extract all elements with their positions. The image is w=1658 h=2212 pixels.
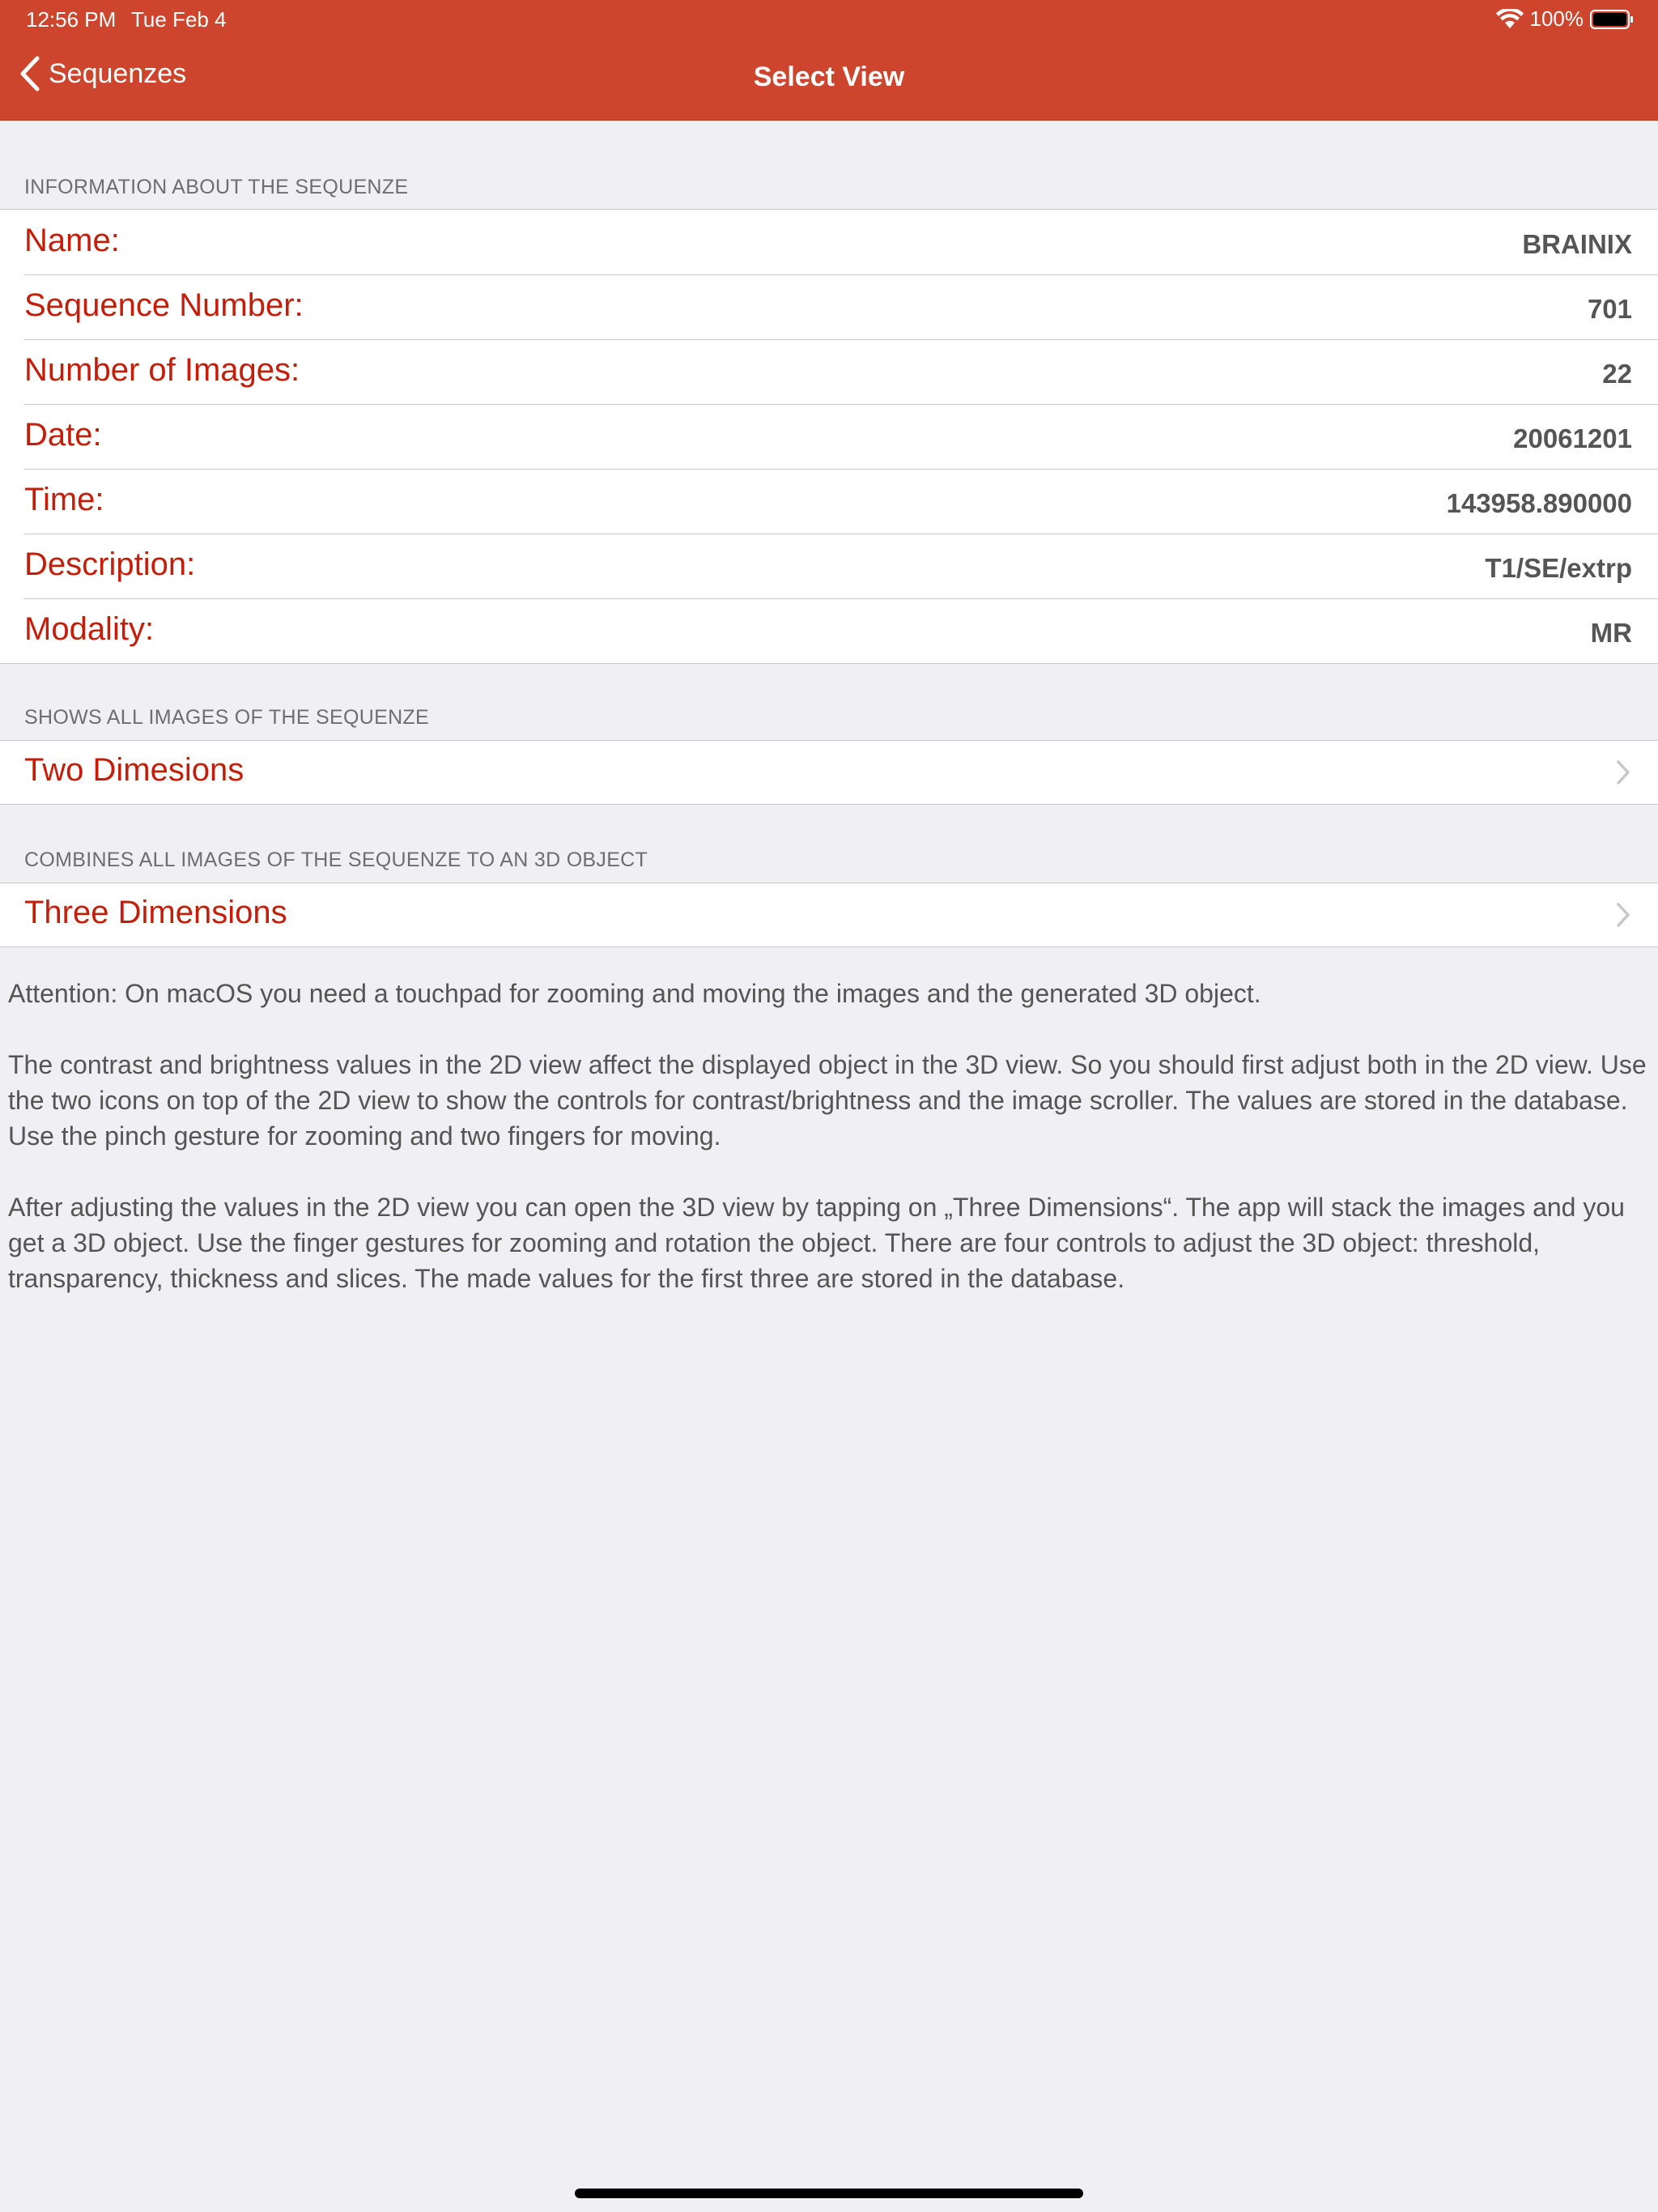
info-row-number-of-images — [0, 339, 1658, 404]
navigation-bar — [0, 39, 1658, 121]
info-section-header: INFORMATION ABOUT THE SEQUENZE — [24, 176, 409, 198]
two-d-section-header: SHOWS ALL IMAGES OF THE SEQUENZE — [24, 706, 429, 729]
two-d-group — [0, 740, 1658, 805]
two-dimensions-row[interactable] — [0, 741, 1658, 804]
info-value: 22 — [1602, 359, 1632, 389]
info-value: 143958.890000 — [1446, 488, 1632, 518]
info-value: 701 — [1587, 294, 1632, 324]
info-row-date — [0, 404, 1658, 469]
home-indicator[interactable] — [575, 2189, 1083, 2198]
wifi-icon — [1496, 9, 1524, 30]
info-row-modality — [0, 598, 1658, 663]
status-date: Tue Feb 4 — [131, 7, 227, 32]
battery-percent: 100% — [1529, 6, 1584, 31]
info-label: Time: — [24, 482, 104, 517]
info-row-name — [0, 210, 1658, 274]
status-right — [1496, 6, 1635, 32]
status-time: 12:56 PM — [26, 7, 117, 32]
three-dimensions-label: Three Dimensions — [24, 895, 287, 930]
info-label: Sequence Number: — [24, 287, 304, 323]
help-text — [8, 976, 1652, 1332]
info-table — [0, 209, 1658, 664]
help-paragraph-2d: The contrast and brightness values in the 2D view affect the displayed object in the 3D view. So you should first adjust both in the 2D view. Use the two icons on top of the 2D view to show the controls for contrast/brightness and the image scroller. The values are stored in the database. Use the pinch gesture for zooming and two fingers for moving. — [8, 1050, 1647, 1151]
info-row-time — [0, 469, 1658, 534]
three-d-group — [0, 883, 1658, 947]
info-value: MR — [1590, 618, 1632, 648]
help-paragraph-attention: Attention: On macOS you need a touchpad for zooming and moving the images and the generated 3D object. — [8, 979, 1261, 1008]
info-label: Description: — [24, 547, 196, 582]
info-row-description — [0, 534, 1658, 598]
two-dimensions-label: Two Dimesions — [24, 752, 244, 788]
info-label: Number of Images: — [24, 352, 300, 388]
battery-icon — [1590, 10, 1634, 29]
chevron-right-icon — [1616, 902, 1630, 928]
back-button-label: Sequenzes — [49, 57, 187, 89]
info-value: BRAINIX — [1522, 229, 1632, 259]
info-label: Date: — [24, 417, 102, 453]
status-bar — [0, 0, 1658, 39]
info-value: T1/SE/extrp — [1485, 553, 1632, 583]
page-title: Select View — [753, 62, 905, 92]
help-paragraph-3d: After adjusting the values in the 2D view you can open the 3D view by tapping on „Three Dimensions“. The app will stack the images and you get a 3D object. Use the finger gestures for zooming and rotation the object. There are four controls to adjust the 3D object: threshold, transparency, thickness and slices. The made values for the first three are stored in the database. — [8, 1193, 1625, 1293]
three-dimensions-row[interactable] — [0, 883, 1658, 946]
chevron-right-icon — [1616, 759, 1630, 785]
info-label: Modality: — [24, 611, 155, 647]
info-label: Name: — [24, 223, 120, 258]
info-row-sequence-number — [0, 274, 1658, 339]
three-d-section-header: COMBINES ALL IMAGES OF THE SEQUENZE TO AN 3D OBJECT — [24, 849, 648, 871]
info-value: 20061201 — [1513, 423, 1632, 453]
